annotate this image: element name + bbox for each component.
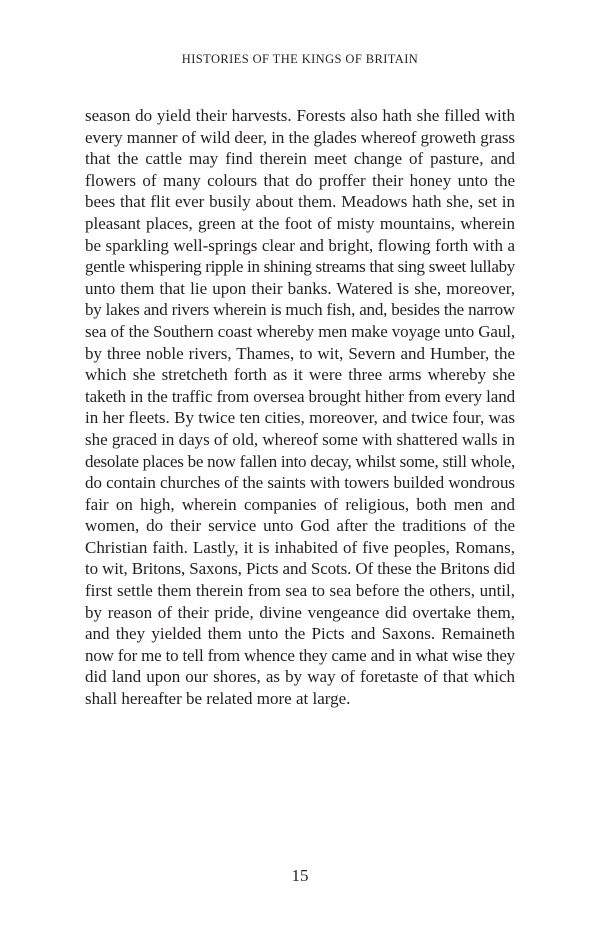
text-line: now for me to tell from whence they came and in what wise they	[85, 645, 515, 665]
text-line: sea of the Southern coast whereby men make voyage unto Gaul,	[85, 321, 516, 341]
text-line: which she stretcheth forth as it were three arms whereby she	[85, 365, 515, 385]
text-line: Christian faith. Lastly, it is inhabited of five peoples, Romans,	[85, 537, 515, 557]
text-line: be sparkling well-springs clear and bright, flowing forth with a	[85, 235, 515, 255]
running-header: HISTORIES OF THE KINGS OF BRITAIN	[181, 52, 419, 66]
text-line: by lakes and rivers wherein is much fish, and, besides the narrow	[85, 300, 515, 320]
text-line: taketh in the traffic from oversea brought hither from every land	[85, 386, 515, 406]
text-line: bees that flit ever busily about them. Meadows hath she, set in	[85, 192, 515, 212]
text-line: in her fleets. By twice ten cities, moreover, and twice four, was	[85, 408, 515, 428]
text-line: she graced in days of old, whereof some with shattered walls in	[85, 429, 515, 449]
text-line: by reason of their pride, divine vengeance did overtake them,	[85, 602, 515, 622]
text-line: did land upon our shores, as by way of foretaste of that which	[85, 667, 515, 687]
page-number: 15	[291, 866, 309, 885]
text-line: by three noble rivers, Thames, to wit, Severn and Humber, the	[85, 343, 515, 363]
text-line: do contain churches of the saints with towers builded wondrous	[85, 473, 515, 493]
body-text	[85, 105, 515, 710]
text-line: flowers of many colours that do proffer their honey unto the	[85, 170, 515, 190]
text-line: fair on high, wherein companies of religious, both men and	[85, 494, 515, 514]
text-line: season do yield their harvests. Forests also hath she filled with	[85, 106, 515, 125]
text-line: and they yielded them unto the Picts and Saxons. Remaineth	[85, 624, 515, 644]
text-line: gentle whispering ripple in shining streams that sing sweet lullaby	[85, 257, 515, 277]
text-line: unto them that lie upon their banks. Watered is she, moreover,	[85, 278, 515, 298]
text-line: pleasant places, green at the foot of misty mountains, wherein	[85, 213, 515, 233]
text-line: shall hereafter be related more at large.	[85, 689, 351, 709]
text-line: first settle them therein from sea to sea before the others, until,	[85, 581, 515, 601]
text-line: desolate places be now fallen into decay, whilst some, still whole,	[85, 451, 515, 471]
text-line: to wit, Britons, Saxons, Picts and Scots. Of these the Britons did	[85, 559, 516, 579]
text-line: that the cattle may find therein meet change of pasture, and	[85, 149, 515, 169]
text-line: every manner of wild deer, in the glades whereof groweth grass	[85, 127, 515, 147]
text-line: women, do their service unto God after the traditions of the	[85, 516, 515, 536]
